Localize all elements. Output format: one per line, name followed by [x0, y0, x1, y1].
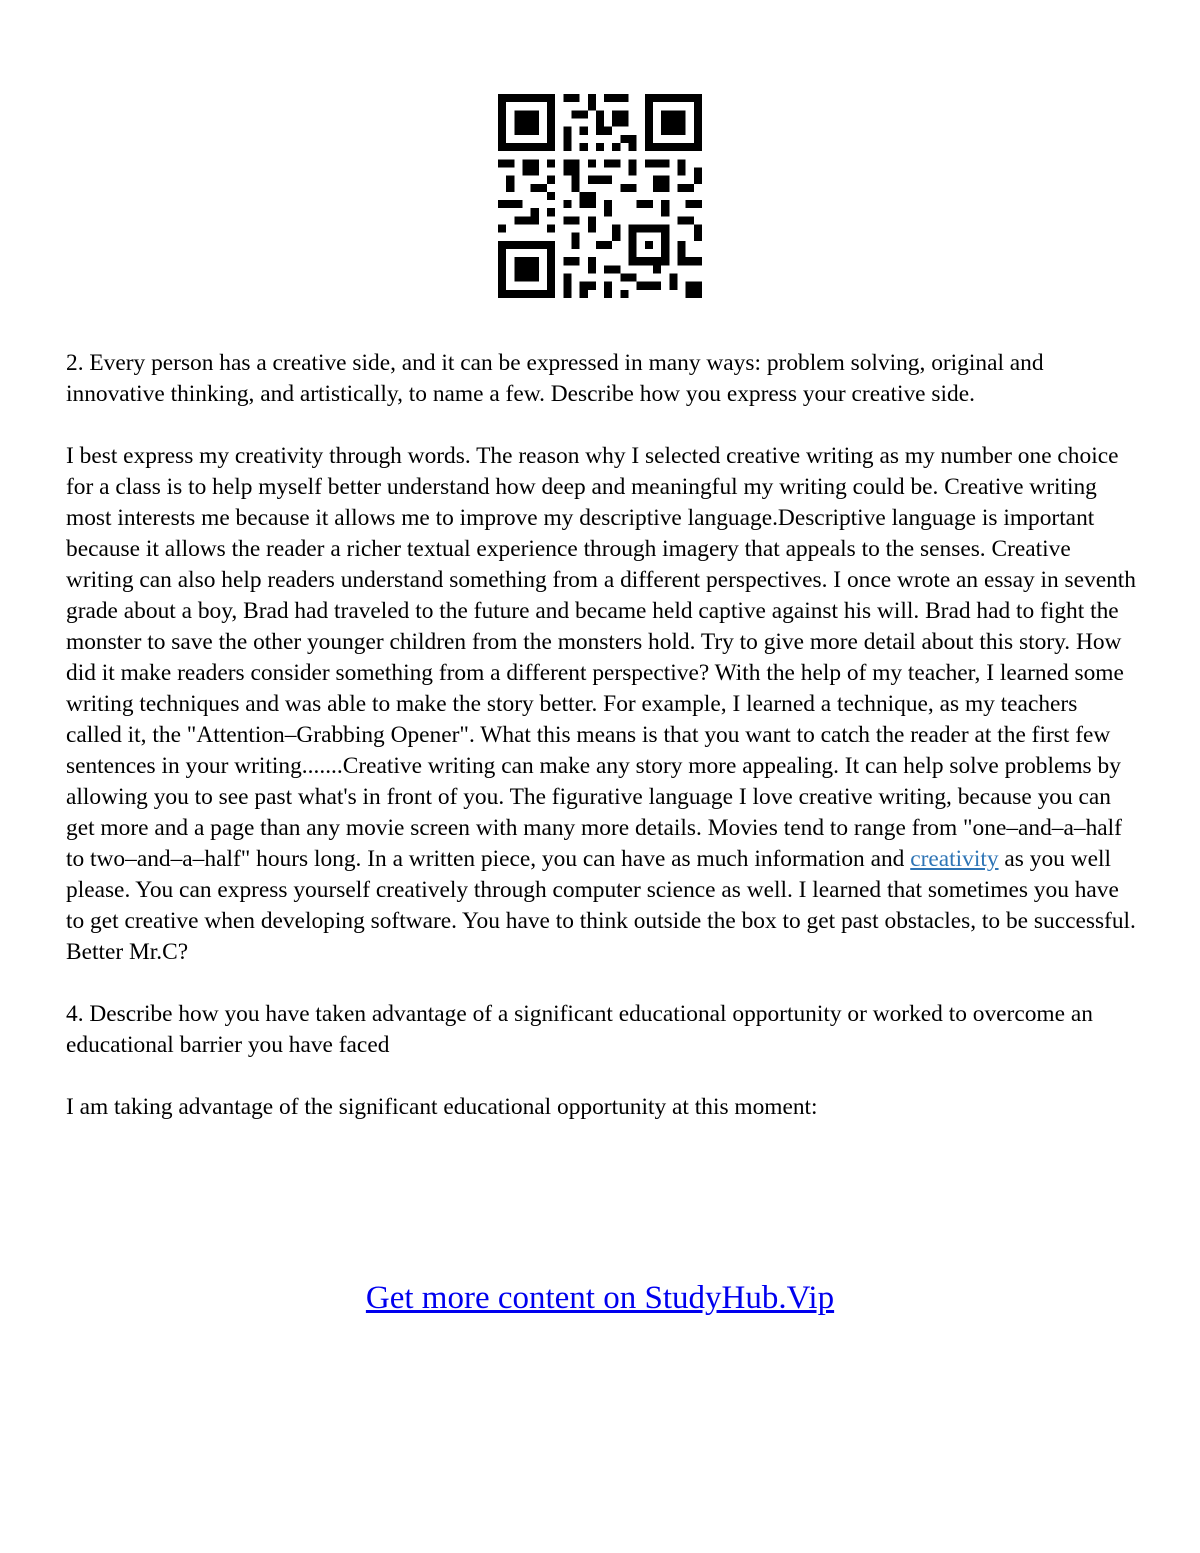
question-4-answer: I am taking advantage of the significant educational opportunity at this moment:	[66, 1094, 818, 1120]
teacher-note: Better Mr.C?	[66, 939, 189, 965]
footer	[0, 1278, 1200, 1318]
paragraph-gap	[66, 410, 1138, 441]
answer-text-before-link: I best express my creativity through words. The reason why I selected creative writing as my number one choice for a class is to help myself better understand how deep and meaningful my writing could be. Creative writing most interests me because it allows me to improve my descriptive language.Descriptive language is important because it allows the reader a richer textual experience through imagery that appeals to the senses. Creative writing can also help readers understand something from a different perspectives. I once wrote an essay in seventh grade about a boy, Brad had traveled to the future and became held captive against his will. Brad had to fight the monster to save the other younger children from the monsters hold. Try to give more detail about this story. How did it make readers consider something from a different perspective? With the help of my teacher, I learned some writing techniques and was able to make the story better. For example, I learned a technique, as my teachers called it, the "Attention–Grabbing Opener". What this means is that you want to catch the reader at the first few sentences in your writing.......Creative writing can make any story more appealing. It can help solve problems by allowing you to see past what's in front of you. The figurative language I love creative writing, because you can get more and a page than any movie screen with many more details. Movies tend to range from "one–and–a–half to two–and–a–half" hours long. In a written piece, you can have as much information and	[66, 443, 1136, 872]
paragraph-gap	[66, 968, 1138, 999]
document-body	[66, 348, 1138, 1123]
question-2-answer	[66, 441, 1138, 937]
paragraph-gap	[66, 1061, 1138, 1092]
question-2-prompt: 2. Every person has a creative side, and it can be expressed in many ways: problem solving, original and innovative thinking, and artistically, to name a few. Describe how you express your creative side.	[66, 350, 1044, 407]
creativity-link[interactable]: creativity	[910, 846, 999, 872]
answer-text-after-link: as you well please. You can express yourself creatively through computer science as well. I learned that sometimes you have to get creative when developing software. You have to think outside the box to get past obstacles, to be successful.	[66, 846, 1136, 934]
qr-code-icon	[498, 94, 702, 298]
question-4-prompt: 4. Describe how you have taken advantage of a significant educational opportunity or worked to overcome an educational barrier you have faced	[66, 1001, 1093, 1058]
studyhub-link[interactable]: Get more content on StudyHub.Vip	[365, 1280, 835, 1316]
